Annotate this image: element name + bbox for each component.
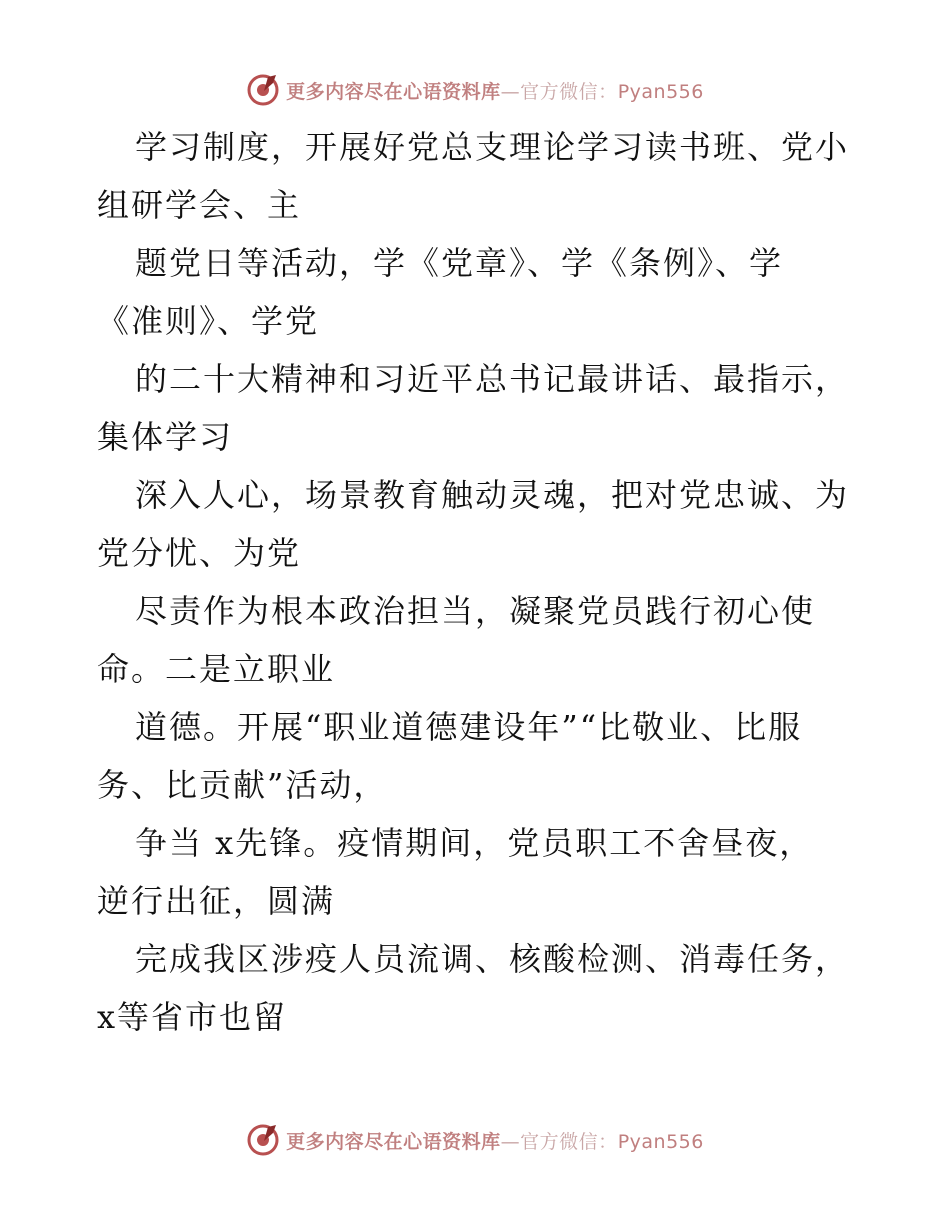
watermark-account: Pyan556 [617, 80, 704, 103]
body-line [97, 930, 867, 988]
body-line-text: 务、比贡献”活动， [97, 766, 388, 804]
watermark-brand: 更多内容尽在心语资料库 [286, 80, 501, 103]
body-line-text: 道德。开展“职业道德建设年”“比敬业、比服 [135, 708, 803, 746]
watermark-account: Pyan556 [617, 1130, 704, 1153]
header-watermark [0, 70, 950, 110]
body-line-text: x等省市也留 [97, 998, 288, 1036]
quill-seal-icon [246, 73, 280, 107]
body-line [97, 234, 867, 292]
body-line-text: 学习制度，开展好党总支理论学习读书班、党小 [135, 128, 850, 166]
watermark-brand: 更多内容尽在心语资料库 [286, 1130, 501, 1153]
body-line [97, 640, 867, 698]
quill-seal-icon [246, 1123, 280, 1157]
body-line [97, 176, 867, 234]
body-line-text: 的二十大精神和习近平总书记最讲话、最指示， [135, 360, 850, 398]
body-line [97, 988, 867, 1046]
body-line [97, 698, 867, 756]
body-line [97, 814, 867, 872]
watermark-separator: —官方微信： [500, 1130, 618, 1153]
body-line [97, 408, 867, 466]
body-line [97, 466, 867, 524]
body-line [97, 350, 867, 408]
body-line-text: 组研学会、主 [97, 186, 302, 224]
body-line [97, 118, 867, 176]
body-line-text: 《准则》、学党 [97, 302, 320, 340]
body-line-text: 集体学习 [97, 418, 234, 456]
footer-watermark [0, 1120, 950, 1160]
body-line-text: 逆行出征，圆满 [97, 882, 336, 920]
body-line [97, 872, 867, 930]
body-line [97, 582, 867, 640]
watermark-text [286, 77, 704, 104]
body-line-text: 题党日等活动，学《党章》、学《条例》、学 [135, 244, 784, 282]
body-line [97, 524, 867, 582]
watermark-text [286, 1127, 704, 1154]
body-line-text: 命。二是立职业 [97, 650, 336, 688]
body-line-text: 争当 x先锋。疫情期间，党员职工不舍昼夜， [135, 824, 814, 862]
body-line-text: 党分忧、为党 [97, 534, 302, 572]
body-line-text: 深入人心，场景教育触动灵魂，把对党忠诚、为 [135, 476, 850, 514]
document-body [97, 118, 867, 1046]
body-line-text: 完成我区涉疫人员流调、核酸检测、消毒任务， [135, 940, 850, 978]
body-line [97, 756, 867, 814]
body-line [97, 292, 867, 350]
watermark-separator: —官方微信： [500, 80, 618, 103]
body-line-text: 尽责作为根本政治担当，凝聚党员践行初心使 [135, 592, 816, 630]
